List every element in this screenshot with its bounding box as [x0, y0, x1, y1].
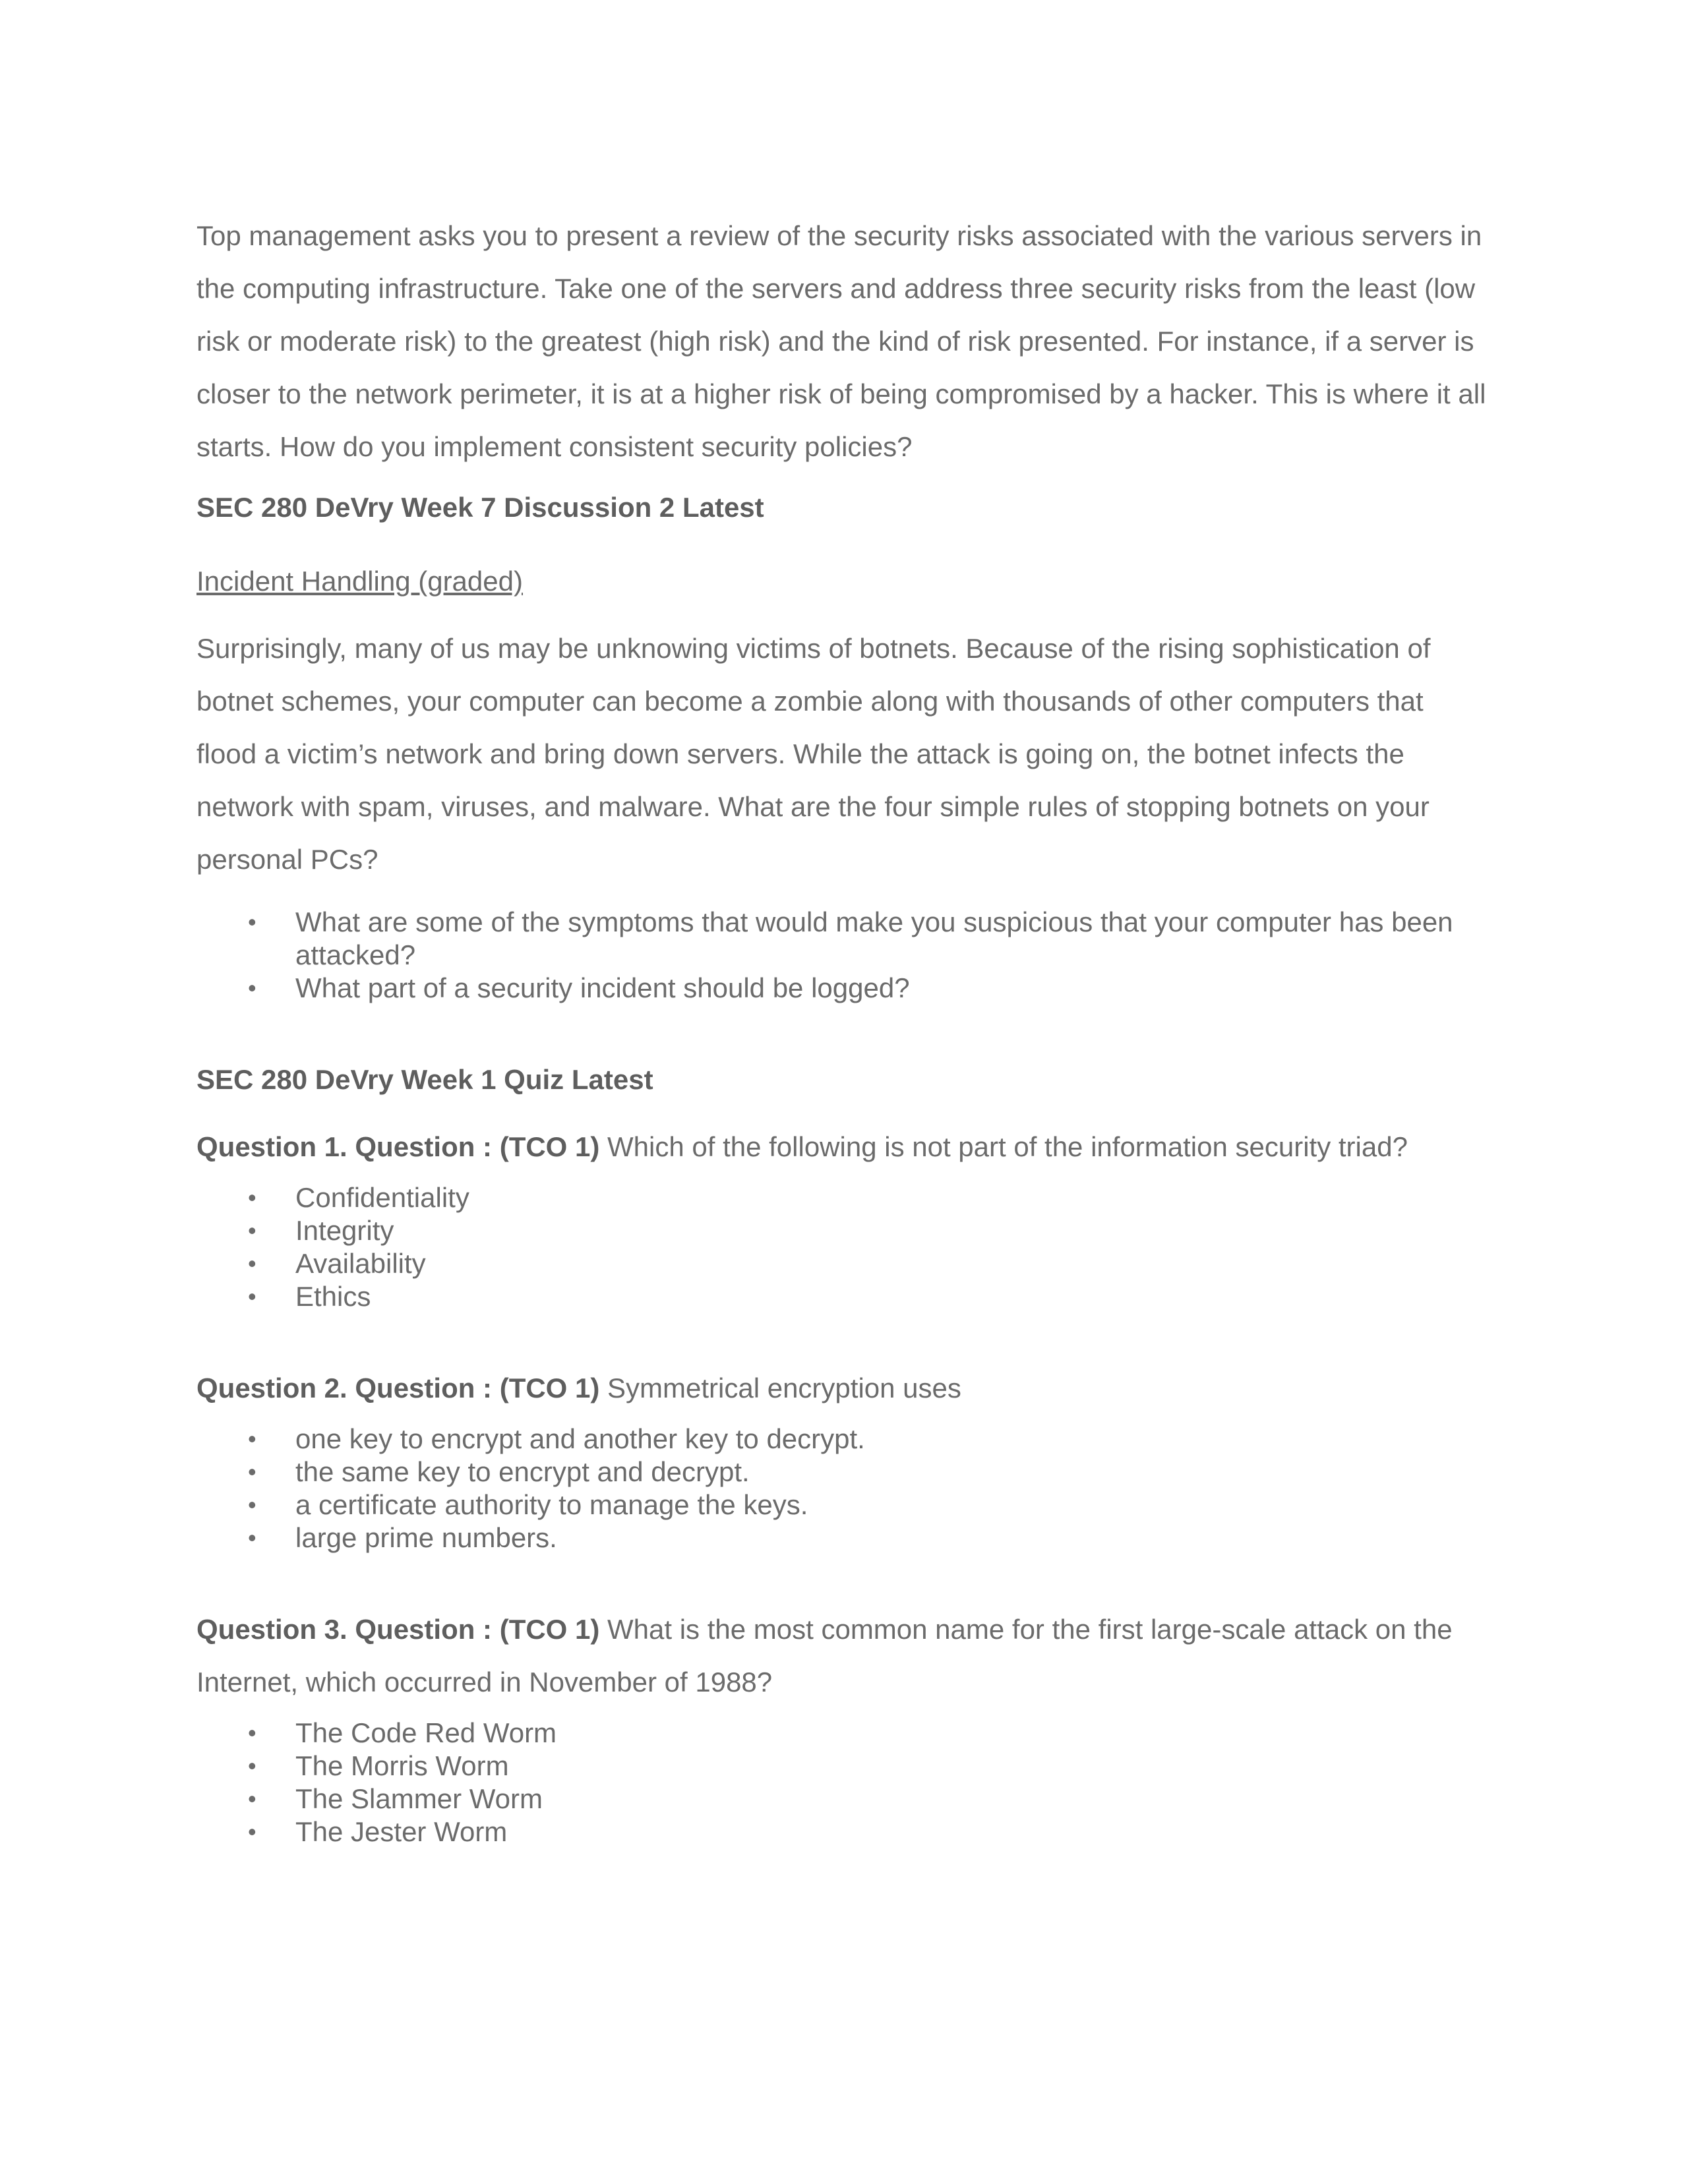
option-text: The Code Red Worm: [295, 1717, 557, 1748]
bullet-icon: •: [248, 1250, 256, 1277]
option-item: [196, 1456, 1489, 1489]
option-text: large prime numbers.: [295, 1522, 557, 1553]
option-text: The Slammer Worm: [295, 1783, 543, 1814]
botnet-paragraph: Surprisingly, many of us may be unknowing victims of botnets. Because of the rising sophistication of botnet schemes, your computer can become a zombie along with thousands of other computers that flood a victim’s network and bring down servers. While the attack is going on, the botnet infects the network with spam, viruses, and malware. What are the four simple rules of stopping botnets on your personal PCs?: [196, 633, 1431, 875]
option-text: Availability: [295, 1248, 426, 1279]
option-item: [196, 1521, 1489, 1554]
question-3-options: [196, 1717, 1489, 1848]
option-text: Confidentiality: [295, 1182, 469, 1213]
option-text: The Jester Worm: [295, 1816, 508, 1847]
option-item: [196, 1423, 1489, 1456]
question-1-options: [196, 1181, 1489, 1313]
discussion-bullet-list: [196, 906, 1489, 1005]
bullet-icon: •: [248, 1425, 256, 1452]
document-page: [196, 210, 1489, 1848]
quiz-heading: SEC 280 DeVry Week 1 Quiz Latest: [196, 1064, 653, 1095]
question-3-text: What is the most common name for the first large-scale attack on the Internet, which occurred in November of 1988?: [196, 1614, 1453, 1697]
option-item: [196, 1489, 1489, 1521]
list-item: [196, 972, 1489, 1005]
option-item: [196, 1247, 1489, 1280]
option-item: [196, 1750, 1489, 1783]
bullet-icon: •: [248, 1524, 256, 1551]
bullet-icon: •: [248, 1283, 256, 1310]
bullet-icon: •: [248, 1458, 256, 1485]
question-3: [196, 1603, 1489, 1709]
question-2-options: [196, 1423, 1489, 1554]
intro-paragraph: Top management asks you to present a review of the security risks associated with the various servers in the computing infrastructure. Take one of the servers and address three security risks from the least (low risk or moderate risk) to the greatest (high risk) and the kind of risk presented. For instance, if a server is closer to the network perimeter, it is at a higher risk of being compromised by a hacker. This is where it all starts. How do you implement consistent security policies?: [196, 220, 1486, 462]
question-2: [196, 1362, 1489, 1415]
bullet-icon: •: [248, 1491, 256, 1518]
bullet-icon: •: [248, 1818, 256, 1845]
bullet-icon: •: [248, 1719, 256, 1746]
option-item: [196, 1181, 1489, 1214]
bullet-icon: •: [248, 1785, 256, 1812]
option-text: Ethics: [295, 1281, 371, 1312]
question-2-text: Symmetrical encryption uses: [599, 1372, 961, 1403]
list-item: [196, 906, 1489, 972]
option-item: [196, 1783, 1489, 1815]
question-1-label: Question 1. Question : (TCO 1): [196, 1131, 600, 1162]
option-text: The Morris Worm: [295, 1750, 509, 1781]
question-3-label: Question 3. Question : (TCO 1): [196, 1614, 600, 1645]
option-item: [196, 1815, 1489, 1848]
bullet-text: What are some of the symptoms that would make you suspicious that your computer has been attacked?: [295, 906, 1453, 970]
question-1: [196, 1121, 1489, 1173]
option-text: a certificate authority to manage the keys.: [295, 1489, 808, 1520]
option-item: [196, 1280, 1489, 1313]
question-1-text: Which of the following is not part of the information security triad?: [599, 1131, 1408, 1162]
bullet-icon: •: [248, 1184, 256, 1211]
bullet-icon: •: [248, 974, 256, 1001]
option-item: [196, 1214, 1489, 1247]
option-item: [196, 1717, 1489, 1750]
discussion-heading: SEC 280 DeVry Week 7 Discussion 2 Latest: [196, 492, 764, 523]
bullet-icon: •: [248, 1217, 256, 1244]
incident-handling-link[interactable]: Incident Handling (graded): [196, 566, 523, 597]
bullet-icon: •: [248, 1752, 256, 1779]
bullet-icon: •: [248, 908, 256, 935]
bullet-text: What part of a security incident should be logged?: [295, 972, 910, 1003]
option-text: Integrity: [295, 1215, 394, 1246]
option-text: one key to encrypt and another key to decrypt.: [295, 1423, 865, 1454]
option-text: the same key to encrypt and decrypt.: [295, 1456, 750, 1487]
question-2-label: Question 2. Question : (TCO 1): [196, 1372, 600, 1403]
